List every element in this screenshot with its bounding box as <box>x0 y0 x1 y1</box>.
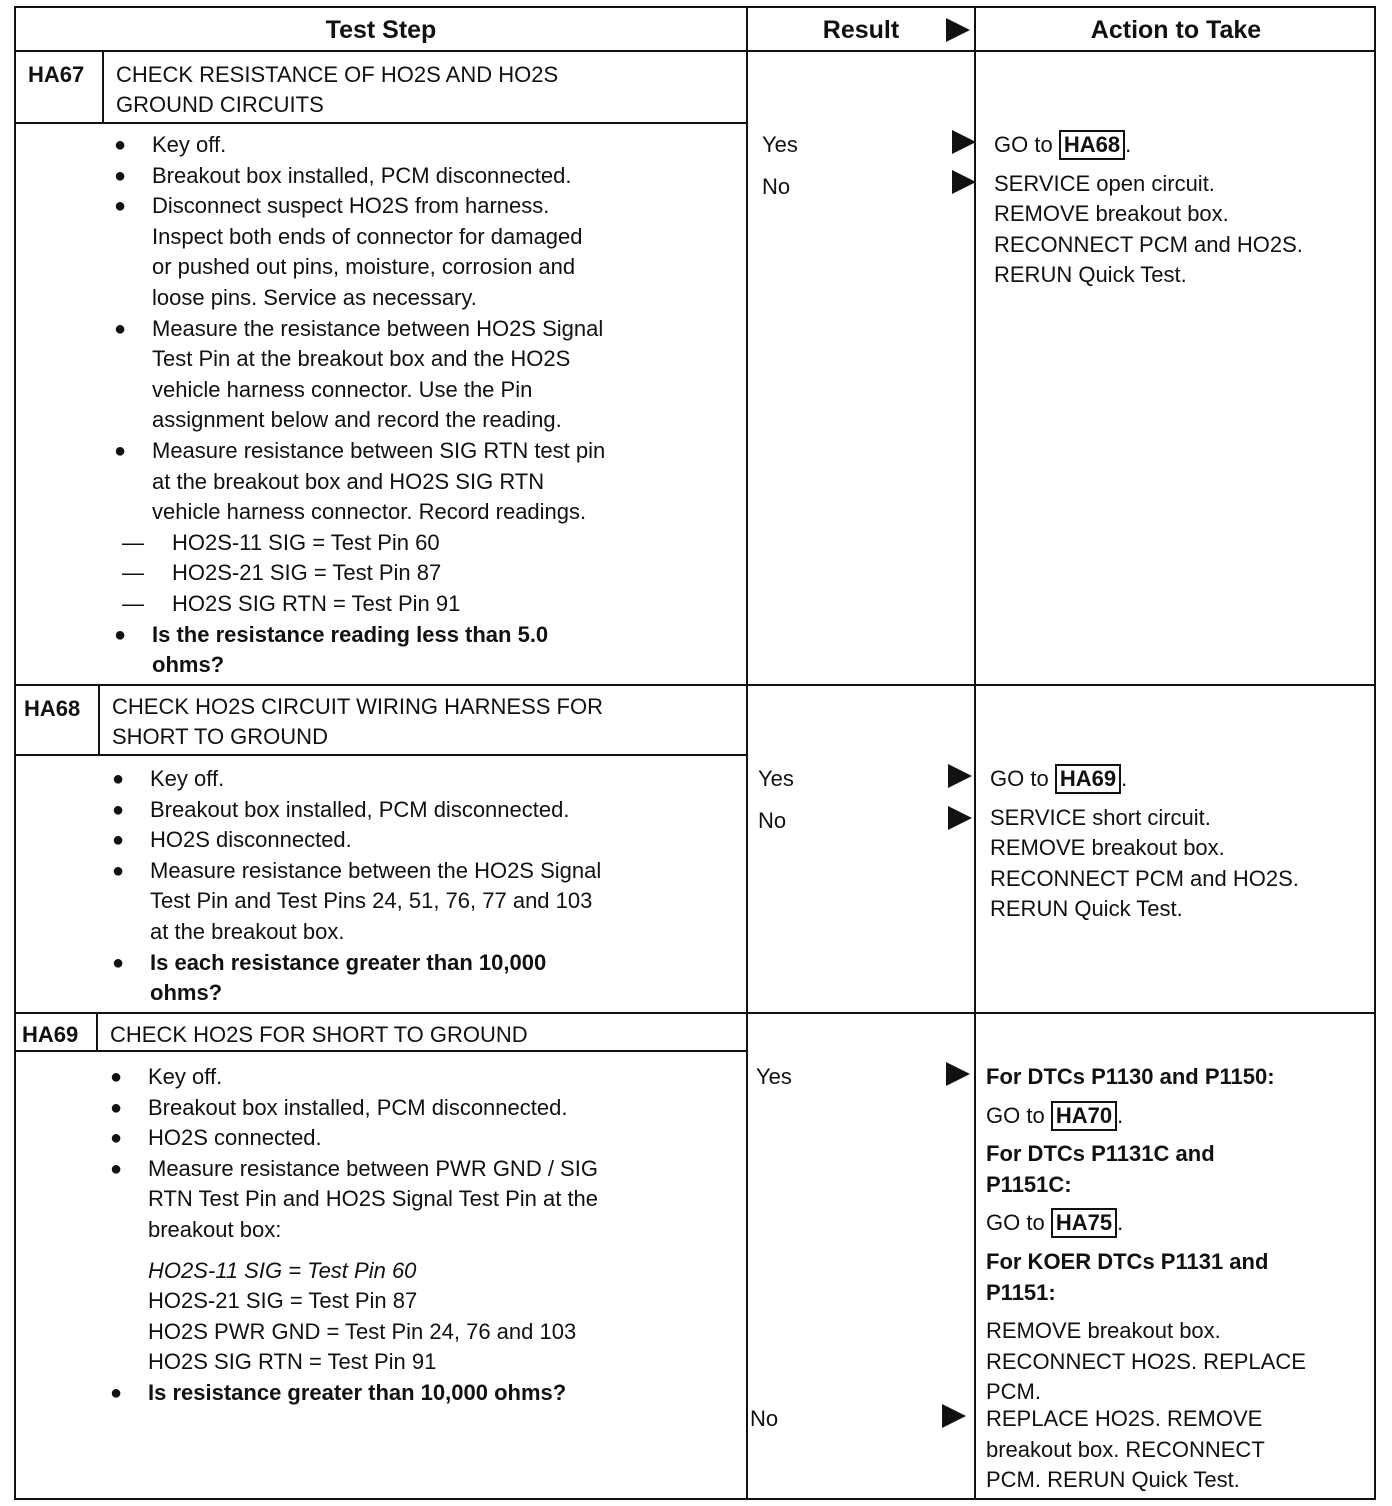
ha69-step-id: HA69 <box>22 1022 79 1047</box>
dtc-heading: For KOER DTCs P1131 and <box>986 1248 1269 1274</box>
list-item-cont: assignment below and record the reading. <box>152 407 562 433</box>
ha67-steps <box>114 130 605 681</box>
question-item: ● Is the resistance reading less than 5.0 <box>114 620 605 651</box>
ha68-actions: GO to HA69 . SERVICE short circuit. REMOVE breakout box. RECONNECT PCM and HO2S. RERUN Quick Test. <box>990 766 1299 922</box>
ha68-result-yes: Yes <box>758 766 794 791</box>
ha67-title-divider <box>16 122 746 124</box>
list-item-cont: at the breakout box and HO2S SIG RTN <box>152 468 545 494</box>
ha69-no-arrow-icon <box>942 1404 966 1428</box>
ha67-section-divider <box>16 684 1374 686</box>
ha68-result-no: No <box>758 808 787 833</box>
column-divider-action <box>974 8 976 1498</box>
ha69-steps <box>110 1062 598 1409</box>
ha67-no-arrow-icon <box>952 170 976 194</box>
dtc-heading: P1151C: <box>986 1171 1072 1197</box>
header-arrow-icon <box>946 18 970 42</box>
list-item: ● HO2S disconnected. <box>112 825 601 856</box>
header-divider <box>16 50 1374 52</box>
ha67-title: CHECK RESISTANCE OF HO2S AND HO2S GROUND CIRCUITS <box>116 62 559 117</box>
dash-item: — HO2S SIG RTN = Test Pin 91 <box>114 589 605 620</box>
list-item: ● Breakout box installed, PCM disconnected. <box>112 795 601 826</box>
list-item-cont: RTN Test Pin and HO2S Signal Test Pin at the <box>148 1186 599 1212</box>
pin-assignment: HO2S-11 SIG = Test Pin 60 <box>148 1257 417 1283</box>
list-item: ● Measure resistance between the HO2S Signal <box>112 856 601 887</box>
ha68-steps <box>112 764 601 1009</box>
question-item: ● Is resistance greater than 10,000 ohms? <box>110 1378 598 1409</box>
ha68-no-arrow-icon <box>948 806 972 830</box>
header-result: Result <box>822 16 900 44</box>
list-item: ● HO2S connected. <box>110 1123 598 1154</box>
list-item-cont: at the breakout box. <box>150 918 345 944</box>
ha67-result-no: No <box>762 174 791 199</box>
ha69-title: CHECK HO2S FOR SHORT TO GROUND <box>110 1022 528 1047</box>
diagnostic-table <box>14 6 1376 1500</box>
dash-item: — HO2S-11 SIG = Test Pin 60 <box>114 528 605 559</box>
ha69-yes-actions: For DTCs P1130 and P1150: GO to HA70 . For DTCs P1131C and P1151C: GO to HA75 . For KOER DTCs P1131 and P1151: REMOVE breakout box. RECONNECT HO2S. REPLACE PCM. <box>986 1062 1371 1408</box>
ha68-id-divider <box>98 686 100 756</box>
list-item-cont: Test Pin and Test Pins 24, 51, 76, 77 and 103 <box>150 888 593 914</box>
ha67-actions: GO to HA68 . SERVICE open circuit. REMOVE breakout box. RECONNECT PCM and HO2S. RERUN Quick Test. <box>994 132 1303 288</box>
step-reference: HA68 <box>1059 130 1125 160</box>
ha68-section-divider <box>16 1012 1374 1014</box>
list-item: ● Measure resistance between PWR GND / SIG <box>110 1154 598 1185</box>
list-item: ● Key off. <box>114 130 605 161</box>
question-item: ● Is each resistance greater than 10,000 <box>112 948 601 979</box>
ha69-yes-arrow-icon <box>946 1062 970 1086</box>
step-reference: HA75 <box>1051 1208 1117 1238</box>
dtc-heading: For DTCs P1130 and P1150: <box>986 1064 1275 1089</box>
list-item-cont: breakout box: <box>148 1216 282 1242</box>
pin-assignment: HO2S PWR GND = Test Pin 24, 76 and 103 <box>148 1318 577 1344</box>
list-item: ● Measure the resistance between HO2S Signal <box>114 314 605 345</box>
header-action: Action to Take <box>1090 16 1262 44</box>
list-item: ● Key off. <box>110 1062 598 1093</box>
list-item: ● Disconnect suspect HO2S from harness. <box>114 191 605 222</box>
list-item: ● Breakout box installed, PCM disconnected. <box>114 161 605 192</box>
dtc-heading: For DTCs P1131C and <box>986 1141 1215 1167</box>
question-item-cont: ohms? <box>152 652 225 678</box>
list-item-cont: vehicle harness connector. Use the Pin <box>152 376 533 402</box>
list-item-cont: Test Pin at the breakout box and the HO2S <box>152 346 571 372</box>
step-reference: HA70 <box>1051 1101 1117 1131</box>
step-reference: HA69 <box>1055 764 1121 794</box>
ha69-title-divider <box>16 1050 746 1052</box>
question-item-cont: ohms? <box>150 980 223 1006</box>
ha67-yes-arrow-icon <box>952 130 976 154</box>
ha69-id-divider <box>96 1014 98 1052</box>
list-item-cont: Inspect both ends of connector for damaged <box>152 223 583 249</box>
dash-item: — HO2S-21 SIG = Test Pin 87 <box>114 558 605 589</box>
dtc-heading: P1151: <box>986 1279 1056 1305</box>
ha68-yes-arrow-icon <box>948 764 972 788</box>
ha67-step-id: HA67 <box>28 62 85 87</box>
list-item-cont: loose pins. Service as necessary. <box>152 284 477 310</box>
ha68-title-divider <box>16 754 746 756</box>
ha67-result-yes: Yes <box>762 132 798 157</box>
list-item: ● Breakout box installed, PCM disconnected. <box>110 1093 598 1124</box>
list-item-cont: vehicle harness connector. Record readings. <box>152 499 587 525</box>
header-test-step: Test Step <box>325 16 437 44</box>
ha67-id-divider <box>102 52 104 124</box>
list-item-cont: or pushed out pins, moisture, corrosion and <box>152 254 576 280</box>
pin-assignment: HO2S-21 SIG = Test Pin 87 <box>148 1288 418 1314</box>
list-item: ● Key off. <box>112 764 601 795</box>
ha68-title: CHECK HO2S CIRCUIT WIRING HARNESS FOR SHORT TO GROUND <box>112 694 603 749</box>
pin-assignment: HO2S SIG RTN = Test Pin 91 <box>148 1349 437 1375</box>
ha68-yes-action: GO to HA69 . <box>990 764 1299 795</box>
ha69-result-no: No <box>750 1406 779 1431</box>
ha69-result-yes: Yes <box>756 1064 792 1089</box>
ha68-step-id: HA68 <box>24 696 81 721</box>
list-item: ● Measure resistance between SIG RTN test pin <box>114 436 605 467</box>
ha67-yes-action: GO to HA68 . <box>994 130 1303 161</box>
column-divider-result <box>746 8 748 1498</box>
ha69-no-actions: REPLACE HO2S. REMOVE breakout box. RECONNECT PCM. RERUN Quick Test. <box>986 1406 1265 1493</box>
